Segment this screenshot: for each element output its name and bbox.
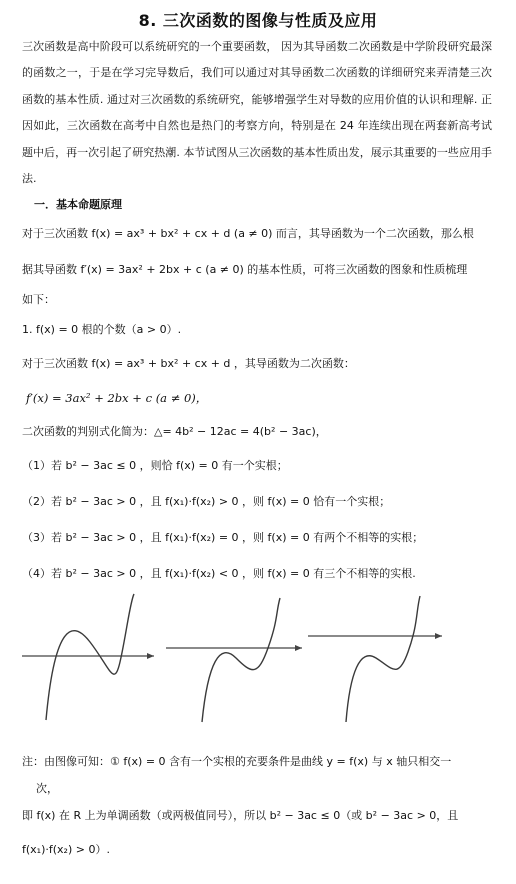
cubic-graph-one-root: [304, 592, 454, 728]
note-line-4: f(x₁)·f(x₂) > 0）.: [22, 843, 110, 856]
intro-paragraph: 三次函数是高中阶段可以系统研究的一个重要函数， 因为其导函数二次函数是中学阶段研究最深的函数之一，于是在学习完导数后，我们可以通过对其导函数二次函数的详细研究来弄清楚三次函数的基本性质. 通过对三次函数的系统研究，能够增强学生对导数的应用价值的认识和理解. 正因如此，三次函数在高考中自然也是热门的考察方向，特别是在 24 年连续出现在两套新高考试题中后，再一次引起了研究热潮. 本节试图从三次函数的基本性质出发，展示其重要的一些应用手法.: [22, 40, 492, 186]
case-1: （1）若 b² − 3ac ≤ 0 ，则恰 f(x) = 0 有一个实根；: [22, 459, 288, 472]
case-3: （3）若 b² − 3ac > 0 ，且 f(x₁)·f(x₂) = 0 ，则 f(x) = 0 有两个不相等的实根；: [22, 531, 424, 544]
cubic-curve: [46, 594, 134, 720]
cubic-curve: [202, 598, 280, 722]
note-line-2: 次，: [36, 782, 58, 795]
principle-text-line-1: 对于三次函数 f(x) = ax³ + bx² + cx + d (a ≠ 0) 而言，其导函数为一个二次函数，那么根: [22, 227, 474, 240]
axis-arrow: [295, 645, 302, 651]
note-line-1: 注：由图像可知：① f(x) = 0 含有一个实根的充要条件是曲线 y = f(x) 与 x 轴只相交一: [22, 755, 452, 768]
cubic-curve: [346, 596, 420, 722]
principle-text-line-3: 如下：: [22, 293, 55, 306]
case-4: （4）若 b² − 3ac > 0 ，且 f(x₁)·f(x₂) < 0 ，则 f(x) = 0 有三个不相等的实根.: [22, 567, 416, 580]
page-title: 8. 三次函数的图像与性质及应用: [138, 11, 378, 30]
item-1-title: 1. f(x) = 0 根的个数（a > 0）.: [22, 323, 182, 336]
derivative-formula: f′(x) = 3ax² + 2bx + c (a ≠ 0)，: [26, 391, 208, 405]
cubic-graph-two-roots: [162, 592, 312, 728]
section-heading: 一．基本命题原理: [34, 198, 122, 211]
discriminant-line: 二次函数的判别式化简为：△= 4b² − 12ac = 4(b² − 3ac)，: [22, 425, 327, 438]
cubic-graph-three-roots: [18, 592, 166, 728]
axis-arrow: [147, 653, 154, 659]
case-2: （2）若 b² − 3ac > 0 ，且 f(x₁)·f(x₂) > 0 ，则 f(x) = 0 恰有一个实根；: [22, 495, 391, 508]
axis-arrow: [435, 633, 442, 639]
item-1-description: 对于三次函数 f(x) = ax³ + bx² + cx + d ，其导函数为二次函数：: [22, 357, 355, 370]
note-line-3: 即 f(x) 在 R 上为单调函数（或两极值同号），所以 b² − 3ac ≤ 0（或 b² − 3ac > 0，且: [22, 809, 459, 822]
principle-text-line-2: 据其导函数 f′(x) = 3ax² + 2bx + c (a ≠ 0) 的基本性质，可将三次函数的图象和性质梳理: [22, 263, 468, 276]
